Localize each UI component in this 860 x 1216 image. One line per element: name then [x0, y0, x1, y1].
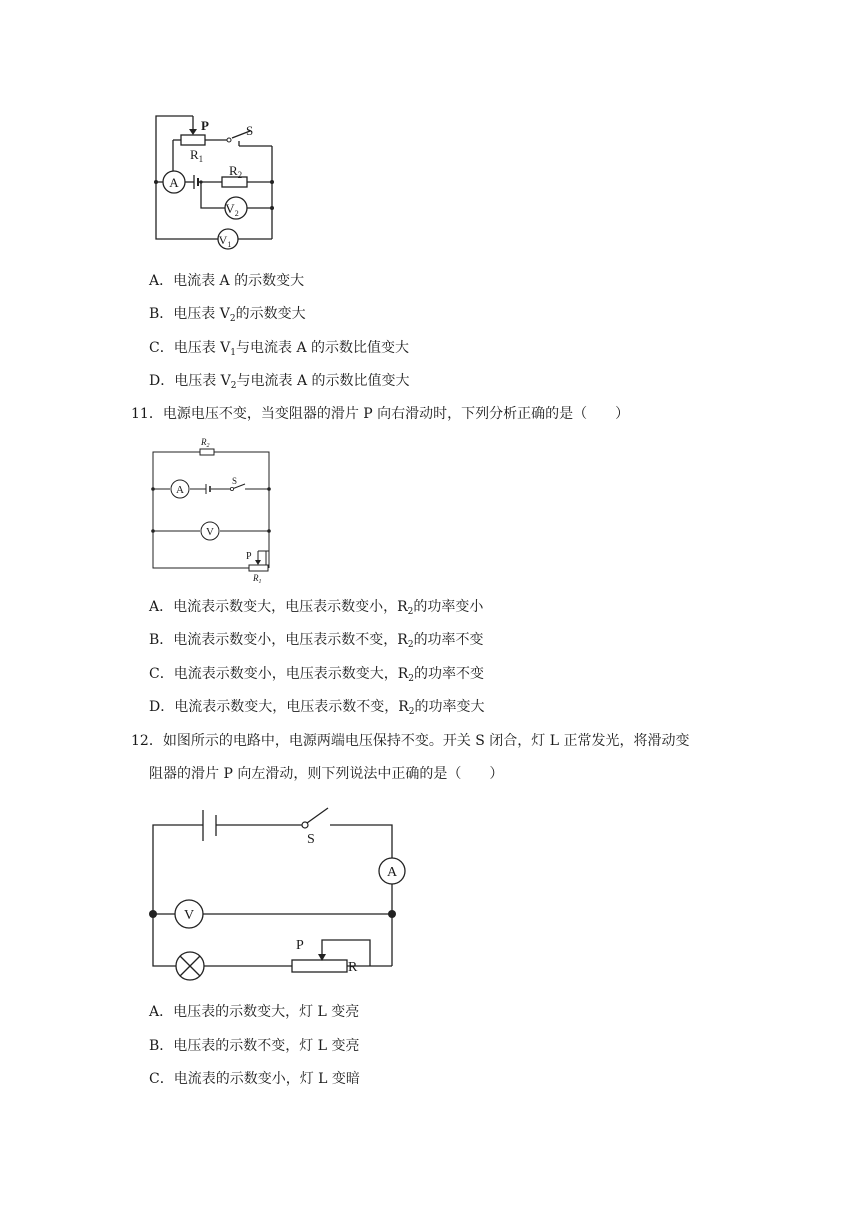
q12-label-r: R [348, 960, 358, 975]
q12-lamp [176, 952, 204, 980]
q10-label-v2: $V_2$ [225, 201, 239, 218]
q11-label-r2: $R_2$ [201, 437, 210, 449]
q11-label-p: P [246, 551, 252, 562]
q11-label-r1: $R_1$ [253, 573, 262, 585]
q12-option-c: C．电流表的示数变小，灯 L 变暗 [149, 1071, 360, 1087]
q10-label-p: P [201, 118, 209, 133]
q12-option-b: B．电压表的示数不变，灯 L 变亮 [149, 1038, 360, 1054]
q12-question-line2: 阻器的滑片 P 向左滑动，则下列说法中正确的是（ ） [149, 766, 504, 782]
q12-switch [302, 822, 308, 828]
q10-option-a: A．电流表 A 的示数变大 [149, 273, 305, 289]
q10-label-r1: $R_1$ [190, 147, 204, 164]
q10-label-s: S [246, 123, 254, 138]
q11-label-v: V [206, 526, 214, 538]
q12-label-s: S [307, 832, 315, 847]
q10-option-c: C．电压表 $V_1$与电流表 A 的示数比值变大 [149, 340, 410, 358]
q11-label-s: S [232, 476, 238, 486]
q12-label-v: V [183, 908, 195, 923]
q12-label-p: P [296, 938, 304, 953]
q10-label-a: A [169, 175, 179, 190]
q12-label-a: A [386, 865, 398, 880]
q11-option-b: B．电流表示数变小，电压表示数不变，$R_2$的功率不变 [149, 632, 484, 650]
q11-option-c: C．电流表示数变小，电压表示数变大，$R_2$的功率不变 [149, 666, 484, 684]
q10-option-d: D．电压表 $V_2$与电流表 A 的示数比值变大 [149, 373, 410, 391]
q12-question-line1: 12．如图所示的电路中，电源两端电压保持不变。开关 S 闭合，灯 L 正常发光，将滑动变 [131, 733, 690, 749]
q11-label-a: A [176, 484, 184, 496]
q10-label-r2: $R_2$ [229, 163, 243, 180]
q12-option-a: A．电压表的示数变大，灯 L 变亮 [149, 1004, 360, 1020]
q12-rheostat [292, 960, 347, 972]
q10-label-v1: $V_1$ [218, 233, 232, 249]
q11-question-text: 11．电源电压不变，当变阻器的滑片 P 向右滑动时，下列分析正确的是（ ） [131, 406, 630, 422]
q11-option-d: D．电流表示数变大，电压表示数不变，$R_2$的功率变大 [149, 699, 485, 717]
q11-option-a: A．电流表示数变大，电压表示数变小，$R_2$的功率变小 [149, 599, 484, 617]
q10-option-b: B．电压表 $V_2$的示数变大 [149, 306, 306, 324]
